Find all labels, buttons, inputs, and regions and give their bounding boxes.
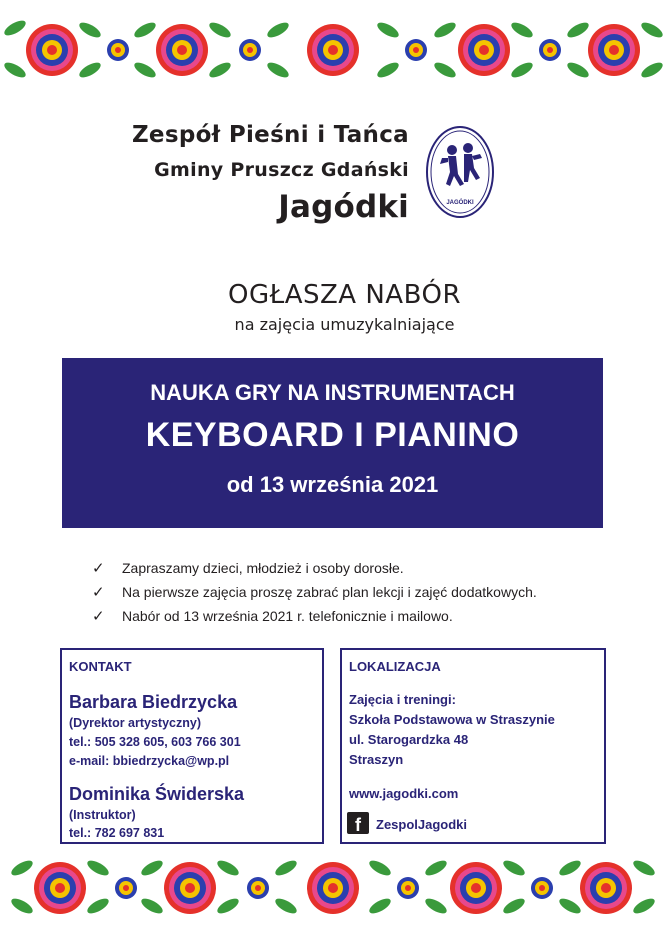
course-banner [62,358,603,528]
contact-person1-phone[interactable]: tel.: 505 328 605, 603 766 301 [69,735,241,749]
website-link[interactable]: www.jagodki.com [349,786,459,801]
banner-line1: NAUKA GRY NA INSTRUMENTACH [150,380,515,405]
checklist-item [92,580,652,604]
contact-person1-email[interactable]: e-mail: bbiedrzycka@wp.pl [69,754,230,768]
facebook-link[interactable]: ZespolJagodki [376,817,468,832]
contact-person1-role: (Dyrektor artystyczny) [69,716,201,730]
location-title: LOKALIZACJA [349,659,441,674]
location-line4: Straszyn [349,752,404,767]
checklist-text: Na pierwsze zajęcia proszę zabrać plan lekcji i zajęć dodatkowych. [122,584,537,600]
contact-person2-name: Dominika Świderska [69,784,245,804]
banner-line2: KEYBOARD I PIANINO [145,416,520,454]
checkmark-icon: ✓ [92,608,105,625]
jagodki-logo [424,124,496,220]
checklist-text: Zapraszamy dzieci, młodzież i osoby dorosłe. [122,560,404,576]
banner-line3: od 13 września 2021 [226,472,439,497]
folk-border-bottom [0,848,667,928]
logo-text: JAGÓDKI [446,200,474,206]
contact-person1-name: Barbara Biedrzycka [69,692,238,712]
contact-person2-phone[interactable]: tel.: 782 697 831 [69,826,165,840]
folk-pattern-top [2,18,665,81]
facebook-icon[interactable]: f [347,812,369,834]
org-name-line2: Gminy Pruszcz Gdański [154,159,409,181]
info-checklist [92,556,652,628]
location-line2: Szkoła Podstawowa w Straszynie [349,712,555,727]
checkmark-icon: ✓ [92,560,105,577]
announcement-subtitle: na zajęcia umuzykalniające [234,315,455,334]
checkmark-icon: ✓ [92,584,105,601]
contact-person2-role: (Instruktor) [69,808,136,822]
contact-box [60,648,324,844]
contact-title: KONTAKT [69,659,132,674]
location-box [340,648,606,844]
checklist-text: Nabór od 13 września 2021 r. telefonicznie i mailowo. [122,608,453,624]
folk-pattern-bottom [9,858,657,917]
dancers-icon [440,143,482,186]
checklist-item [92,604,652,628]
folk-border-top [0,8,667,94]
org-name-line1: Zespół Pieśni i Tańca [131,122,409,148]
location-line3: ul. Starogardzka 48 [349,732,469,747]
org-name-line3: Jagódki [278,189,409,225]
checklist-item [92,556,652,580]
announcement-title: OGŁASZA NABÓR [227,280,462,310]
location-line1: Zajęcia i treningi: [349,692,456,707]
